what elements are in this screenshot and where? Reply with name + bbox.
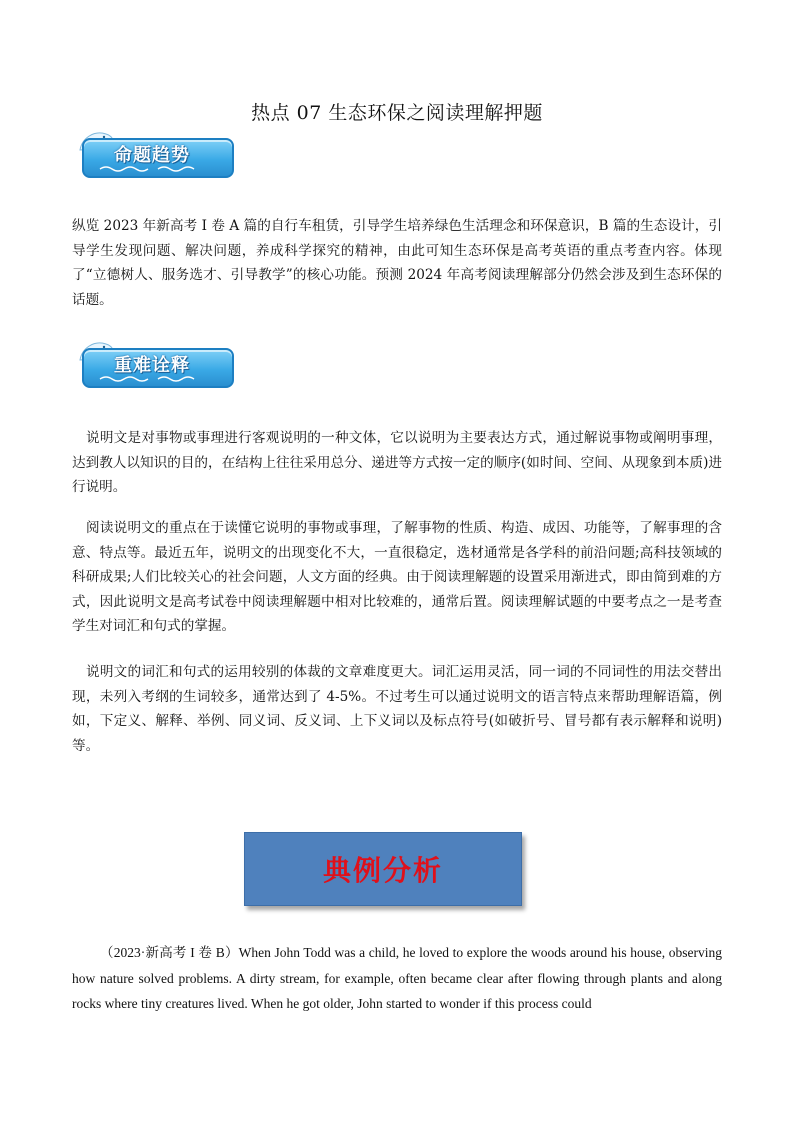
example-banner-label: 典例分析: [322, 854, 443, 887]
page-title: 热点 07 生态环保之阅读理解押题: [251, 102, 543, 124]
badge-label: 重难诠释: [114, 355, 190, 376]
analysis-paragraph-3: 说明文的词汇和句式的运用较别的体裁的文章难度更大。词汇运用灵活，同一词的不同词性的用法交替出现，未列入考纲的生词较多，通常达到了 4-5%。不过考生可以通过说明文的语言特点来帮助理解语篇，例如，下定义、解释、举例、同义词、反义词、上下义词以及标点符号(如破折号、冒号都有表示解释和说明)等。: [72, 664, 722, 754]
badge-label: 命题趋势: [114, 145, 190, 166]
analysis-paragraph-1: 说明文是对事物或事理进行客观说明的一种文体，它以说明为主要表达方式，通过解说事物或阐明事理，达到教人以知识的目的，在结构上往往采用总分、递进等方式按一定的顺序(如时间、空间、从现象到本质)进行说明。: [72, 430, 722, 495]
example-analysis-banner: [244, 832, 522, 906]
section-badge-trend: [76, 128, 232, 176]
trend-paragraph: 纵览 2023 年新高考 I 卷 A 篇的自行车租赁，引导学生培养绿色生活理念和环保意识，B 篇的生态设计，引导学生发现问题、解决问题，养成科学探究的精神，由此可知生态环保是高考英语的重点考查内容。体现了“立德树人、服务选才、引导教学”的核心功能。预测 2024 年高考阅读理解部分仍然会涉及到生态环保的话题。: [72, 218, 722, 308]
section-badge-analysis: [76, 338, 232, 386]
analysis-paragraph-2: 阅读说明文的重点在于读懂它说明的事物或事理，了解事物的性质、构造、成因、功能等，了解事理的含意、特点等。最近五年，说明文的出现变化不大，一直很稳定，选材通常是各学科的前沿问题;高科技领域的科研成果;人们比较关心的社会问题，人文方面的经典。由于阅读理解题的设置采用渐进式，即由简到难的方式，因此说明文是高考试卷中阅读理解题中相对比较难的，通常后置。阅读理解试题的中要考点之一是考查学生对词汇和句式的掌握。: [72, 520, 722, 634]
example-passage: （2023·新高考 I 卷 B）When John Todd was a child, he loved to explore the woods around his house, observing how nature solved problems. A dirty stream, for example, often became clear after flowing through plants and along rocks where tiny creatures lived. When he got older, John started to wonder if this process could: [72, 945, 722, 1011]
